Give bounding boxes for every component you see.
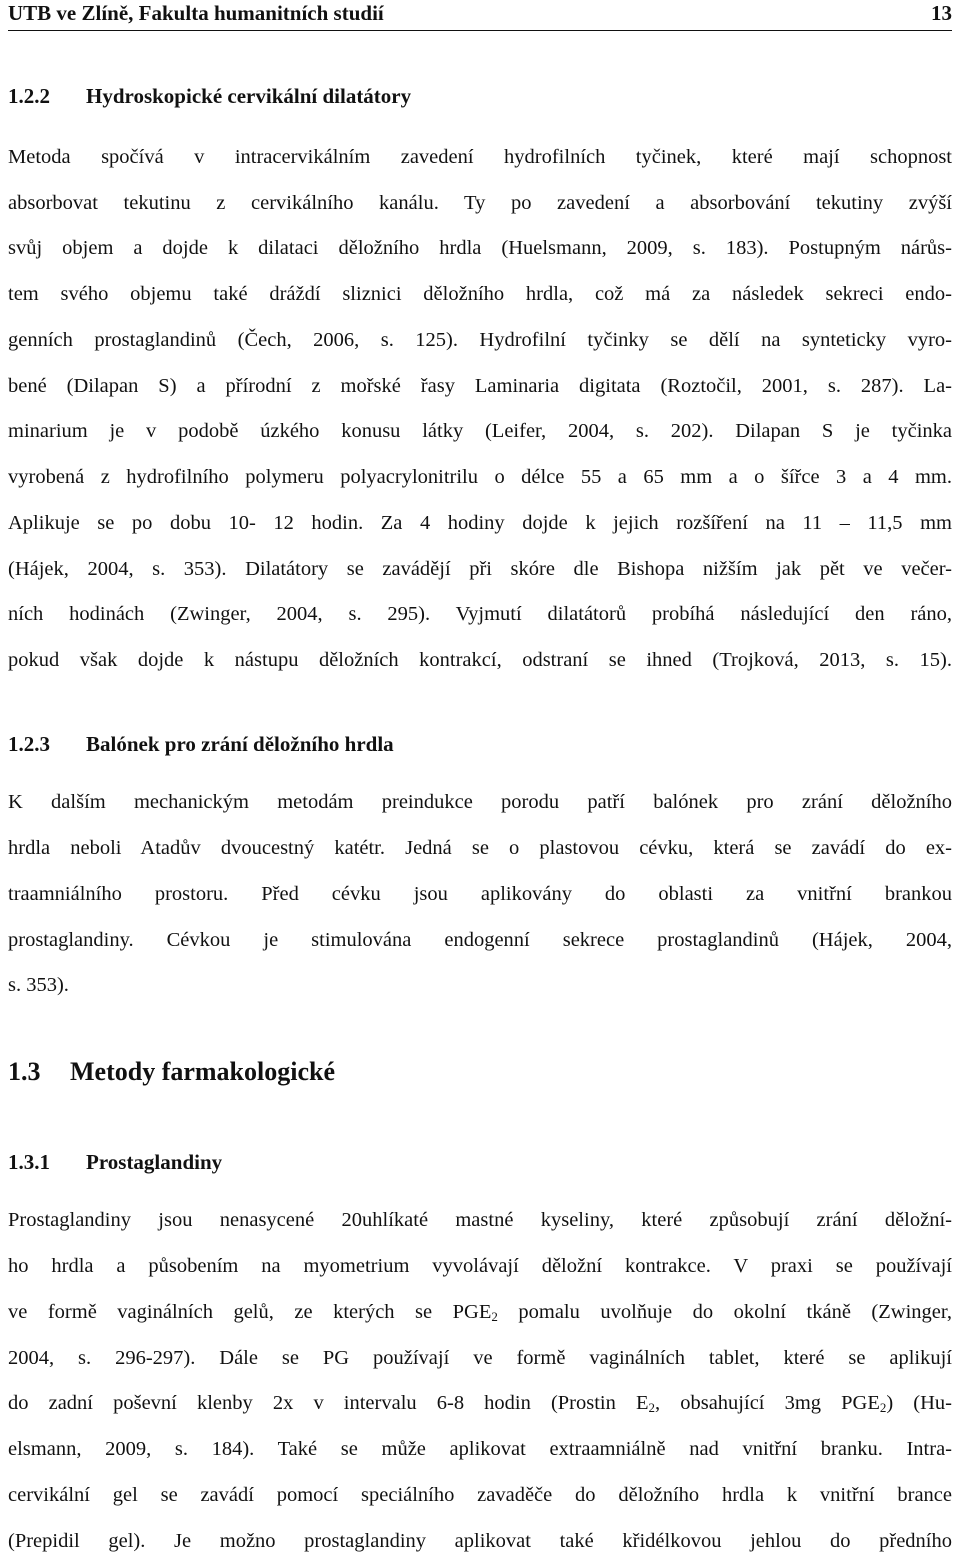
heading-1-2-3 (8, 732, 394, 757)
text-run: , obsahující 3mg PGE (655, 1392, 880, 1414)
paragraph-line (8, 1300, 952, 1324)
paragraph-line: traamniálního prostoru. Před cévku jsou aplikovány do oblasti za vnitřní brankou (8, 883, 952, 905)
paragraph-line: vyrobená z hydrofilního polymeru polyacrylonitrilu o délce 55 a 65 mm a o šířce 3 a 4 mm. (8, 466, 952, 488)
page-number: 13 (931, 1, 952, 25)
paragraph-line: absorbovat tekutinu z cervikálního kanálu. Ty po zavedení a absorbování tekutiny zvýší (8, 192, 952, 214)
heading-1-2-2 (8, 84, 411, 109)
text-run: ve formě vaginálních gelů, ze kterých se PGE (8, 1301, 492, 1323)
paragraph-line: elsmann, 2009, s. 184). Také se může aplikovat extraamniálně nad vnitřní branku. Intra- (8, 1438, 952, 1460)
subscript: 2 (491, 1309, 498, 1324)
paragraph-line: Prostaglandiny jsou nenasycené 20uhlíkaté mastné kyseliny, které způsobují zrání děložní- (8, 1209, 952, 1231)
paragraph-line: (Prepidil gel). Je možno prostaglandiny aplikovat také křidélkovou jehlou do předního (8, 1530, 952, 1552)
subscript: 2 (879, 1400, 887, 1415)
paragraph-line: Metoda spočívá v intracervikálním zavedení hydrofilních tyčinek, které mají schopnost (8, 146, 952, 168)
paragraph-line: hrdla neboli Atadův dvoucestný katétr. Jedná se o plastovou cévku, která se zavádí do ex- (8, 837, 952, 859)
header-title: UTB ve Zlíně, Fakulta humanitních studií (8, 1, 384, 25)
heading-title: Prostaglandiny (86, 1150, 223, 1174)
paragraph-line: genních prostaglandinů (Čech, 2006, s. 125). Hydrofilní tyčinky se dělí na synteticky vyro- (8, 329, 952, 351)
paragraph-line: (Hájek, 2004, s. 353). Dilatátory se zavádějí při skóre dle Bishopa nižším jak pět ve večer- (8, 558, 952, 580)
heading-number: 1.2.3 (8, 732, 50, 756)
subscript: 2 (648, 1400, 655, 1415)
heading-number: 1.3 (8, 1057, 41, 1086)
paragraph-line: pokud však dojde k nástupu děložních kontrakcí, odstraní se ihned (Trojková, 2013, s. 15). (8, 649, 952, 671)
paragraph-line: 2004, s. 296-297). Dále se PG používají ve formě vaginálních tablet, které se aplikují (8, 1347, 952, 1369)
heading-number: 1.2.2 (8, 84, 50, 108)
paragraph-line: cervikální gel se zavádí pomocí speciálního zavaděče do děložního hrdla k vnitřní brance (8, 1484, 952, 1506)
paragraph-line: K dalším mechanickým metodám preindukce porodu patří balónek pro zrání děložního (8, 791, 952, 813)
paragraph-line: prostaglandiny. Cévkou je stimulována endogenní sekrece prostaglandinů (Hájek, 2004, (8, 929, 952, 951)
paragraph-line: minarium je v podobě úzkého konusu látky (Leifer, 2004, s. 202). Dilapan S je tyčinka (8, 420, 952, 442)
text-run: ) (Hu- (886, 1392, 952, 1414)
heading-title: Metody farmakologické (70, 1057, 336, 1086)
text-run: do zadní poševní klenby 2x v intervalu 6-8 hodin (Prostin E (8, 1392, 649, 1414)
heading-1-3-1 (8, 1150, 222, 1175)
heading-title: Balónek pro zrání děložního hrdla (86, 732, 394, 756)
heading-1-3 (8, 1057, 335, 1087)
paragraph-line: ho hrdla a působením na myometrium vyvolávají děložní kontrakce. V praxi se používají (8, 1255, 952, 1277)
paragraph-line: bené (Dilapan S) a přírodní z mořské řasy Laminaria digitata (Roztočil, 2001, s. 287). La- (8, 375, 952, 397)
paragraph-line: ních hodinách (Zwinger, 2004, s. 295). Vyjmutí dilatátorů probíhá následující den ráno, (8, 603, 952, 625)
paragraph-line: tem svého objemu také dráždí sliznici děložního hrdla, což má za následek sekreci endo- (8, 283, 952, 305)
running-header (8, 0, 952, 31)
paragraph-line: svůj objem a dojde k dilataci děložního hrdla (Huelsmann, 2009, s. 183). Postupným nárůs- (8, 237, 952, 259)
paragraph-line: Aplikuje se po dobu 10- 12 hodin. Za 4 hodiny dojde k jejich rozšíření na 11 – 11,5 mm (8, 512, 952, 534)
paragraph-line (8, 1391, 952, 1415)
heading-number: 1.3.1 (8, 1150, 50, 1174)
heading-title: Hydroskopické cervikální dilatátory (86, 84, 412, 108)
text-run: pomalu uvolňuje do okolní tkáně (Zwinger, (497, 1301, 953, 1323)
paragraph-line: s. 353). (8, 974, 69, 996)
